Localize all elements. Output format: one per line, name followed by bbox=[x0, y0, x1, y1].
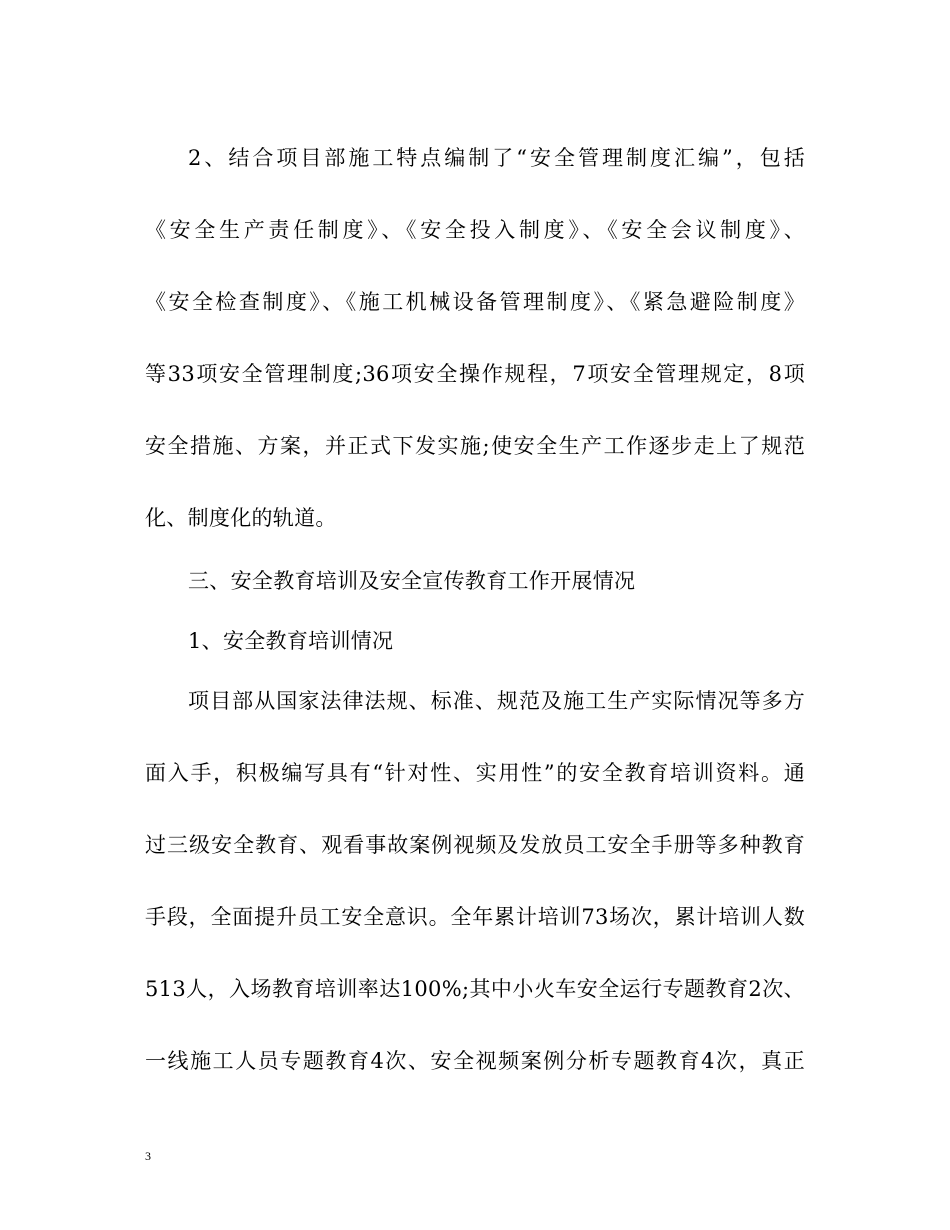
paragraph-line: 等33项安全管理制度;36项安全操作规程，7项安全管理规定，8项 bbox=[145, 362, 805, 386]
paragraph-line: 一线施工人员专题教育4次、安全视频案例分析专题教育4次，真正 bbox=[145, 1049, 805, 1073]
page-number: 3 bbox=[145, 1149, 151, 1163]
paragraph-line: 《安全生产责任制度》、《安全投入制度》、《安全会议制度》、 bbox=[145, 218, 805, 242]
paragraph-line: 面入手，积极编写具有“针对性、实用性”的安全教育培训资料。通 bbox=[145, 761, 805, 785]
paragraph-line: 《安全检查制度》、《施工机械设备管理制度》、《紧急避险制度》 bbox=[145, 290, 805, 314]
paragraph-line: 项目部从国家法律法规、标准、规范及施工生产实际情况等多方 bbox=[188, 689, 805, 713]
subsection-heading: 1、安全教育培训情况 bbox=[188, 629, 394, 653]
paragraph-line: 化、制度化的轨道。 bbox=[145, 506, 337, 530]
paragraph-line: 手段，全面提升员工安全意识。全年累计培训73场次，累计培训人数 bbox=[145, 905, 805, 929]
section-heading: 三、安全教育培训及安全宣传教育工作开展情况 bbox=[188, 569, 636, 593]
paragraph-line: 513人，入场教育培训率达100%;其中小火车安全运行专题教育2次、 bbox=[145, 977, 805, 1001]
paragraph-line: 过三级安全教育、观看事故案例视频及发放员工安全手册等多种教育 bbox=[145, 833, 805, 857]
paragraph-line: 安全措施、方案，并正式下发实施;使安全生产工作逐步走上了规范 bbox=[145, 434, 805, 458]
paragraph-line: 2、结合项目部施工特点编制了“安全管理制度汇编”，包括 bbox=[188, 146, 805, 170]
